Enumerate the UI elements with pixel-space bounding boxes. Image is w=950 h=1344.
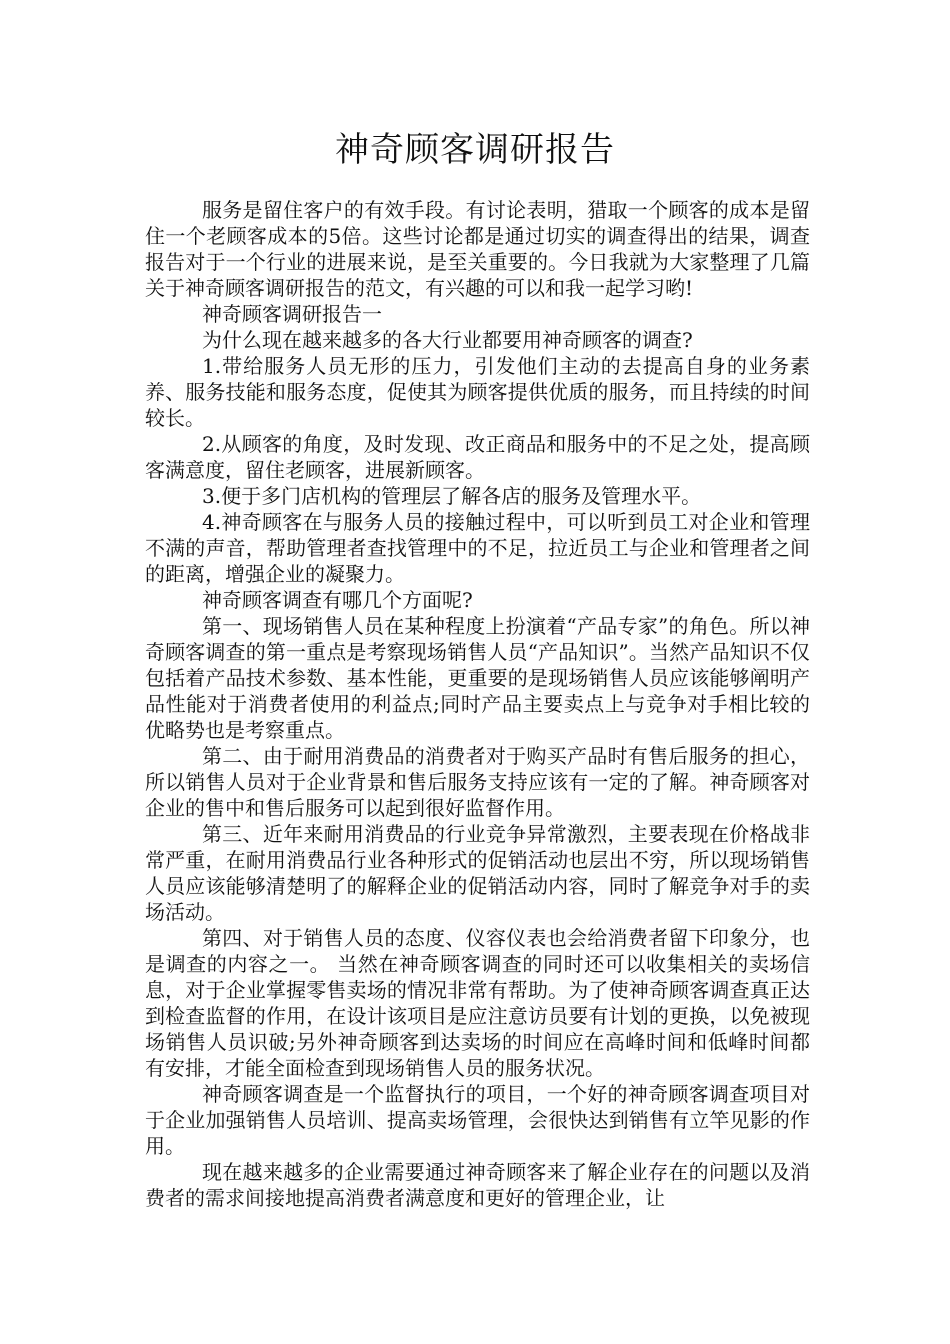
aspect-first: 第一、现场销售人员在某种程度上扮演着“产品专家”的角色。所以神奇顾客调查的第一重点是考察现场销售人员“产品知识”。当然产品知识不仅包括着产品技术参数、基本性能，更重要的是现场销售人员应该能够阐明产品性能对于消费者使用的利益点;同时产品主要卖点上与竞争对手相比较的优略势也是考察重点。 xyxy=(145,614,810,742)
section-heading-report-one: 神奇顾客调研报告一 xyxy=(202,302,382,326)
document-title: 神奇顾客调研报告 xyxy=(335,130,615,170)
question-heading: 为什么现在越来越多的各大行业都要用神奇顾客的调查? xyxy=(202,328,693,352)
list-item-1: 1.带给服务人员无形的压力，引发他们主动的去提高自身的业务素养、服务技能和服务态度，促使其为顾客提供优质的服务，而且持续的时间较长。 xyxy=(145,354,810,430)
list-item-3: 3.便于多门店机构的管理层了解各店的服务及管理水平。 xyxy=(202,484,702,508)
aspect-second: 第二、由于耐用消费品的消费者对于购买产品时有售后服务的担心，所以销售人员对于企业背景和售后服务支持应该有一定的了解。神奇顾客对企业的售中和售后服务可以起到很好监督作用。 xyxy=(145,744,810,820)
aspect-third: 第三、近年来耐用消费品的行业竞争异常激烈，主要表现在价格战非常严重，在耐用消费品行业各种形式的促销活动也层出不穷，所以现场销售人员应该能够清楚明了的解释企业的促销活动内容，同时了解竞争对手的卖场活动。 xyxy=(145,822,810,924)
paragraph-closing: 现在越来越多的企业需要通过神奇顾客来了解企业存在的问题以及消费者的需求间接地提高消费者满意度和更好的管理企业，让 xyxy=(145,1160,810,1210)
document-body xyxy=(145,197,810,1211)
paragraph-intro: 服务是留住客户的有效手段。有讨论表明，猎取一个顾客的成本是留住一个老顾客成本的5倍。这些讨论都是通过切实的调查得出的结果，调查报告对于一个行业的进展来说，是至关重要的。今日我就为大家整理了几篇关于神奇顾客调研报告的范文，有兴趣的可以和我一起学习哟! xyxy=(145,198,810,300)
paragraph-summary: 神奇顾客调查是一个监督执行的项目，一个好的神奇顾客调查项目对于企业加强销售人员培训、提高卖场管理，会很快达到销售有立竿见影的作用。 xyxy=(145,1082,810,1158)
list-item-2: 2.从顾客的角度，及时发现、改正商品和服务中的不足之处，提高顾客满意度，留住老顾客，进展新顾客。 xyxy=(145,432,810,482)
aspects-heading: 神奇顾客调查有哪几个方面呢? xyxy=(202,588,473,612)
list-item-4: 4.神奇顾客在与服务人员的接触过程中，可以听到员工对企业和管理不满的声音，帮助管理者查找管理中的不足，拉近员工与企业和管理者之间的距离，增强企业的凝聚力。 xyxy=(145,510,810,586)
aspect-fourth: 第四、对于销售人员的态度、仪容仪表也会给消费者留下印象分，也是调查的内容之一。 当然在神奇顾客调查的同时还可以收集相关的卖场信息，对于企业掌握零售卖场的情况非常有帮助。为了使神奇顾客调查真正达到检查监督的作用，在设计该项目是应注意访员要有计划的更换，以免被现场销售人员识破;另外神奇顾客到达卖场的时间应在高峰时间和低峰时间都有安排，才能全面检查到现场销售人员的服务状况。 xyxy=(145,926,810,1080)
